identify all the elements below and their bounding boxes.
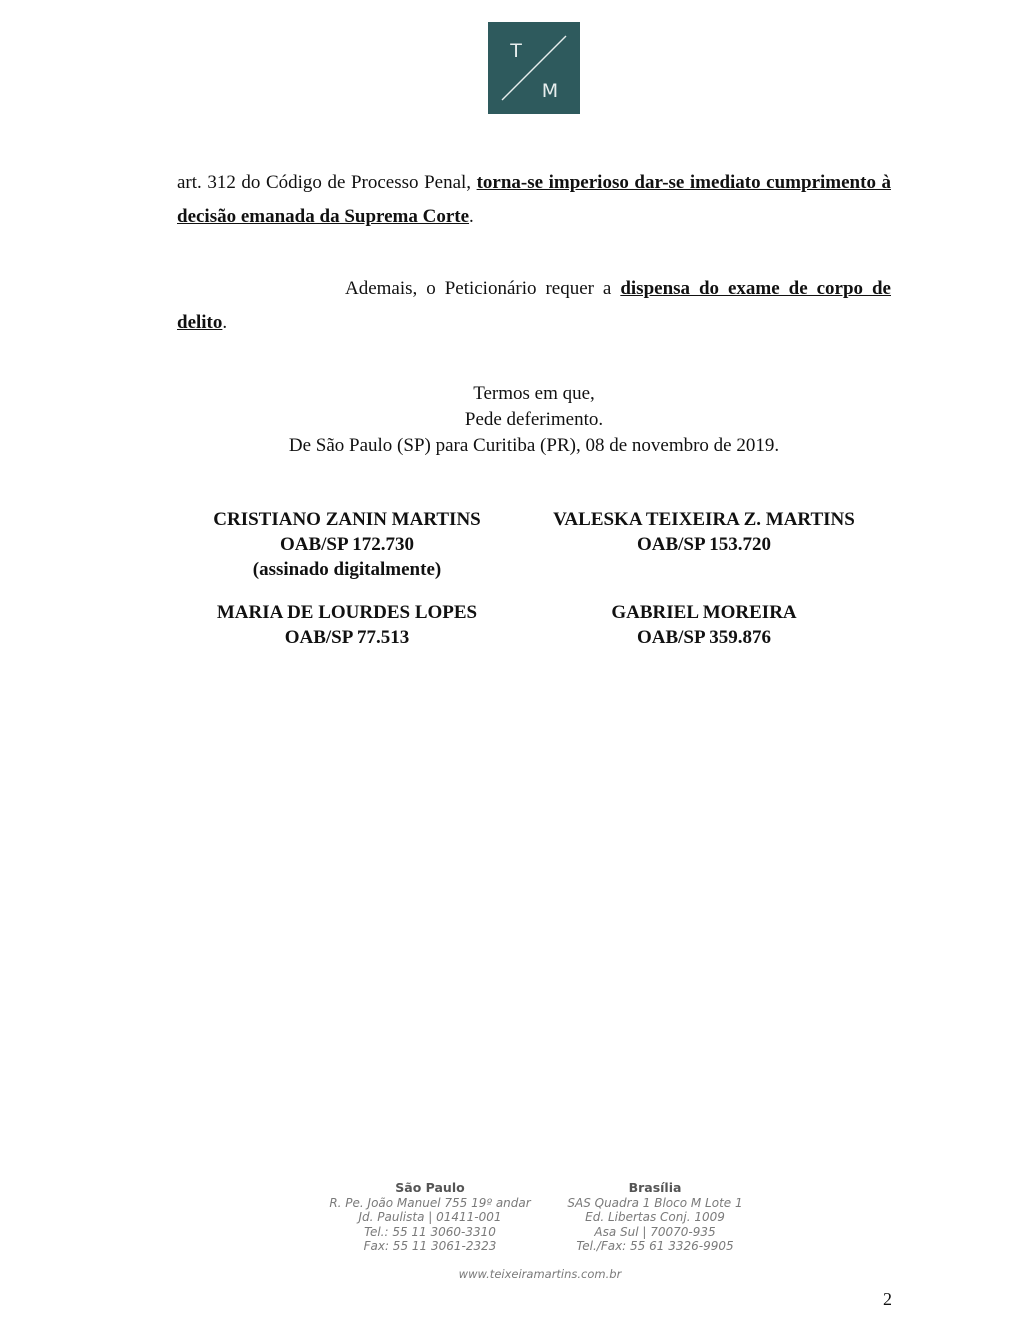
closing-block <box>177 381 891 459</box>
closing-line: Termos em que, <box>473 383 595 404</box>
signer-oab: OAB/SP 153.720 <box>636 534 772 555</box>
paragraph-end: . <box>469 206 474 227</box>
tm-monogram-icon <box>488 22 580 114</box>
office-phone: Tel.: 55 11 3060-3310 <box>364 1224 496 1239</box>
logo-letter-m: M <box>541 80 559 102</box>
signature-block <box>524 600 884 650</box>
office-address: SAS Quadra 1 Bloco M Lote 1 <box>567 1195 743 1210</box>
signer-name: MARIA DE LOURDES LOPES <box>216 602 478 623</box>
office-city: São Paulo <box>395 1180 465 1195</box>
signer-note: (assinado digitalmente) <box>252 559 442 580</box>
paragraph-continuation <box>177 166 891 234</box>
closing-line: Pede deferimento. <box>464 409 604 430</box>
firm-logo <box>488 22 580 114</box>
paragraph-emphasis: torna-se imperioso dar-se imediato cumprimento à decisão emanada da Suprema Corte <box>177 172 891 227</box>
office-fax: Fax: 55 11 3061-2323 <box>363 1239 497 1253</box>
paragraph-end: . <box>222 312 228 333</box>
closing-date-line: De São Paulo (SP) para Curitiba (PR), 08 de novembro de 2019. <box>288 435 780 456</box>
office-district: Asa Sul | 70070-935 <box>594 1224 716 1239</box>
signature-block <box>167 507 527 582</box>
signature-block <box>167 600 527 650</box>
signature-block <box>524 507 884 557</box>
paragraph-request <box>177 272 891 340</box>
signer-name: GABRIEL MOREIRA <box>611 602 797 623</box>
signer-name: CRISTIANO ZANIN MARTINS <box>213 509 481 530</box>
signer-name: VALESKA TEIXEIRA Z. MARTINS <box>553 509 855 530</box>
logo-letter-t: T <box>510 40 522 62</box>
office-address: R. Pe. João Manuel 755 19º andar <box>329 1195 531 1210</box>
signer-oab: OAB/SP 359.876 <box>636 627 772 648</box>
page-number: 2 <box>883 1289 892 1309</box>
office-phone: Tel./Fax: 55 61 3326-9905 <box>576 1239 734 1253</box>
office-city: Brasília <box>628 1180 682 1195</box>
paragraph-text: art. 312 do Código de Processo Penal, <box>177 172 477 193</box>
signer-oab: OAB/SP 172.730 <box>279 534 415 555</box>
office-district: Jd. Paulista | 01411-001 <box>358 1210 502 1224</box>
signer-oab: OAB/SP 77.513 <box>284 627 410 648</box>
footer-website-link[interactable]: www.teixeiramartins.com.br <box>458 1267 622 1281</box>
footer-office-sao-paulo <box>320 1181 540 1254</box>
paragraph-emphasis: dispensa do exame de corpo de delito <box>177 278 891 333</box>
footer-office-brasilia <box>550 1181 760 1254</box>
paragraph-text: Ademais, o Peticionário requer a <box>345 278 621 299</box>
office-building: Ed. Libertas Conj. 1009 <box>585 1210 725 1224</box>
